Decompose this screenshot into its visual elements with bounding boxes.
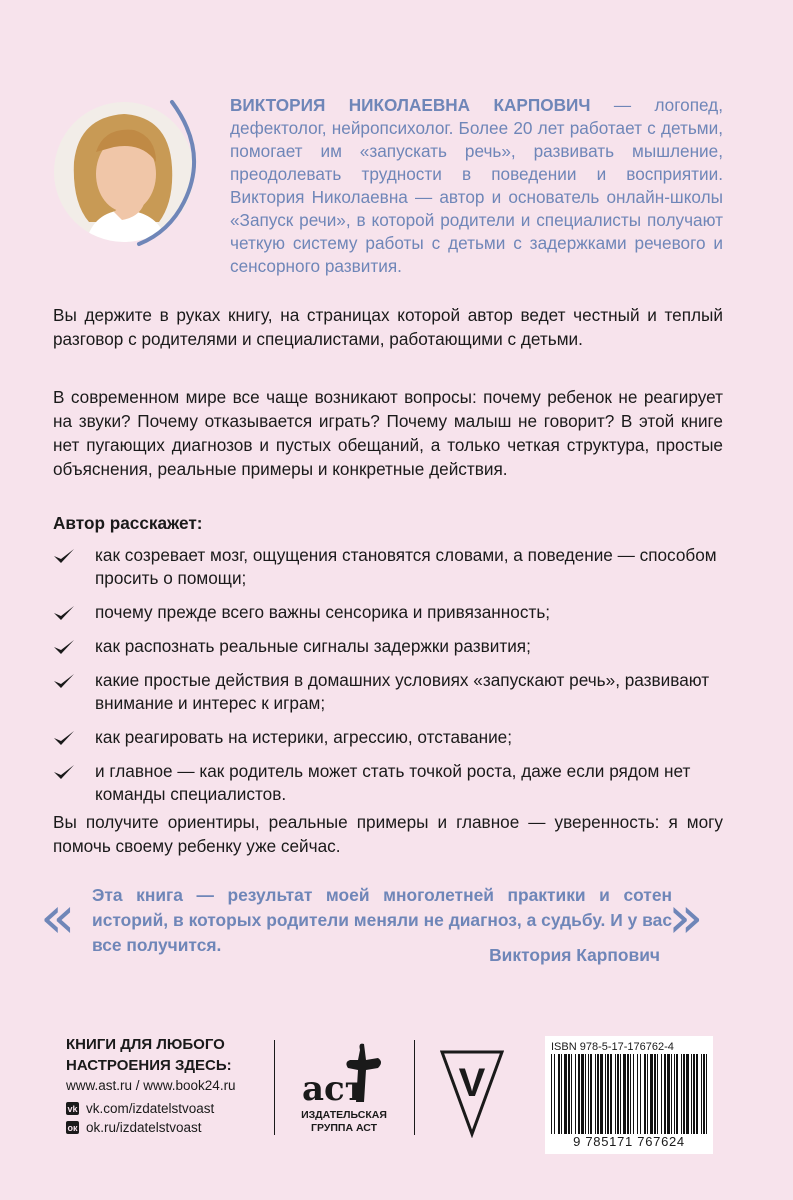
barcode-bar [701, 1054, 702, 1134]
imprint-logo [440, 1048, 504, 1138]
barcode-bar [617, 1054, 619, 1134]
footer-divider [414, 1040, 415, 1135]
barcode-bar [551, 1054, 552, 1134]
barcode-bar [654, 1054, 656, 1134]
barcode-bar [581, 1054, 584, 1134]
barcode-bar [600, 1054, 603, 1134]
barcode-bar [623, 1054, 626, 1134]
questions-paragraph: В современном мире все чаще возникают вопросы: почему ребенок не реагирует на звуки? Почему отказывается играть? Почему малыш не говорит? В этой книге нет пугающих диагнозов и пустых обещаний, а только четкая структура, простые объяснения, реальные примеры и конкретные действия. [53, 387, 723, 479]
barcode-bar [630, 1054, 631, 1134]
barcode-bar [620, 1054, 621, 1134]
list-item [53, 635, 723, 658]
checkmark-icon [53, 729, 75, 747]
list-title: Автор расскажет: [53, 513, 203, 533]
barcode-bar [578, 1054, 580, 1134]
barcode-bar [585, 1054, 586, 1134]
barcode-digits: 9 785171 767624 [573, 1134, 685, 1149]
barcode-bar [605, 1054, 606, 1134]
barcode-bar [588, 1054, 589, 1134]
list-item-text: почему прежде всего важны сенсорика и привязанность; [95, 602, 551, 622]
barcode-bar [664, 1054, 666, 1134]
list-item-text: как созревает мозг, ощущения становятся словами, а поведение — способом просить о помощи; [95, 545, 717, 588]
list-item [53, 760, 723, 806]
ok-link[interactable] [66, 1120, 202, 1135]
publisher-logo [300, 1040, 390, 1110]
quote-author: Виктория Карпович [489, 945, 660, 965]
barcode-bar [706, 1054, 707, 1134]
barcode-bar [568, 1054, 570, 1134]
closing-paragraph: Вы получите ориентиры, реальные примеры и главное — уверенность: я могу помочь своему ребенку уже сейчас. [53, 812, 723, 856]
barcode-bar [644, 1054, 646, 1134]
vk-link[interactable] [66, 1101, 214, 1116]
vk-link-text: vk.com/izdatelstvoast [86, 1101, 215, 1116]
barcode-bar [667, 1054, 670, 1134]
publisher-caption: ИЗДАТЕЛЬСКАЯ ГРУППА АСТ [301, 1109, 387, 1134]
list-item [53, 726, 723, 749]
list-item-text: и главное — как родитель может стать точкой роста, даже если рядом нет команды специалистов. [95, 761, 691, 804]
barcode-bar [693, 1054, 695, 1134]
barcode-bar [640, 1054, 641, 1134]
barcode-bar [681, 1054, 682, 1134]
barcode-bar [610, 1054, 612, 1134]
barcode-bar [650, 1054, 653, 1134]
isbn-label: ISBN 978-5-17-176762-4 [551, 1041, 674, 1053]
barcode-bar [558, 1054, 560, 1134]
checkmark-icon [53, 672, 75, 690]
author-bio-text: — логопед, дефектолог, нейропсихолог. Более 20 лет работает с детьми, помогает им «запускать речь», развивать мышление, преодолевать трудности в поведении и восприятии. Виктория Николаевна — автор и основатель онлайн-школы «Запуск речи», в которой родители и специалисты получают четкую систему работы с детьми с задержками речевого и сенсорного развития. [230, 95, 723, 276]
barcode-bar [575, 1054, 576, 1134]
barcode-bar [590, 1054, 592, 1134]
footer-websites[interactable]: www.ast.ru / www.book24.ru [66, 1078, 236, 1093]
barcode-bar [683, 1054, 685, 1134]
barcode-bar [686, 1054, 689, 1134]
ok-icon: ок [67, 1122, 78, 1133]
barcode-bar [661, 1054, 662, 1134]
barcode [551, 1054, 707, 1134]
barcode-bar [627, 1054, 629, 1134]
barcode-bar [564, 1054, 567, 1134]
list-item-text: как реагировать на истерики, агрессию, отставание; [95, 727, 513, 747]
checkmark-icon [53, 604, 75, 622]
barcode-bar [657, 1054, 658, 1134]
list-item [53, 544, 723, 590]
barcode-bar [595, 1054, 596, 1134]
author-quote: Эта книга — результат моей многолетней практики и сотен историй, в которых родители меняли не диагноз, а судьбу. И у вас все получится. [92, 885, 672, 955]
quote-close-mark: » [668, 883, 704, 951]
barcode-bar [554, 1054, 555, 1134]
barcode-bar [647, 1054, 648, 1134]
list-item [53, 601, 723, 624]
barcode-bar [597, 1054, 599, 1134]
author-name: ВИКТОРИЯ НИКОЛАЕВНА КАРПОВИЧ [230, 95, 591, 115]
barcode-bar [561, 1054, 562, 1134]
barcode-bar [674, 1054, 675, 1134]
barcode-bar [703, 1054, 705, 1134]
barcode-bar [691, 1054, 692, 1134]
ok-link-text: ok.ru/izdatelstvoast [86, 1120, 202, 1135]
author-bio [230, 94, 723, 278]
barcode-bar [633, 1054, 634, 1134]
barcode-bar [696, 1054, 698, 1134]
intro-paragraph: Вы держите в руках книгу, на страницах которой автор ведет честный и теплый разговор с родителями и специалистами, работающими с детьми. [53, 305, 723, 349]
topics-list [53, 544, 723, 817]
barcode-bar [615, 1054, 616, 1134]
list-item-text: как распознать реальные сигналы задержки развития; [95, 636, 531, 656]
checkmark-icon [53, 763, 75, 781]
checkmark-icon [53, 547, 75, 565]
barcode-bar [637, 1054, 638, 1134]
imprint-logo-text: V [458, 1061, 486, 1105]
author-portrait [44, 92, 204, 252]
footer-title: КНИГИ ДЛЯ ЛЮБОГО НАСТРОЕНИЯ ЗДЕСЬ: [66, 1036, 232, 1074]
list-item [53, 669, 723, 715]
barcode-bar [607, 1054, 609, 1134]
publisher-logo-text: аст [302, 1069, 366, 1109]
checkmark-icon [53, 638, 75, 656]
barcode-bar [571, 1054, 572, 1134]
list-item-text: какие простые действия в домашних условиях «запускают речь», развивают внимание и интерес к играм; [95, 670, 710, 713]
footer-divider [274, 1040, 275, 1135]
vk-icon: vk [67, 1103, 78, 1114]
quote-open-mark: « [40, 883, 76, 951]
barcode-bar [671, 1054, 672, 1134]
barcode-bar [676, 1054, 678, 1134]
